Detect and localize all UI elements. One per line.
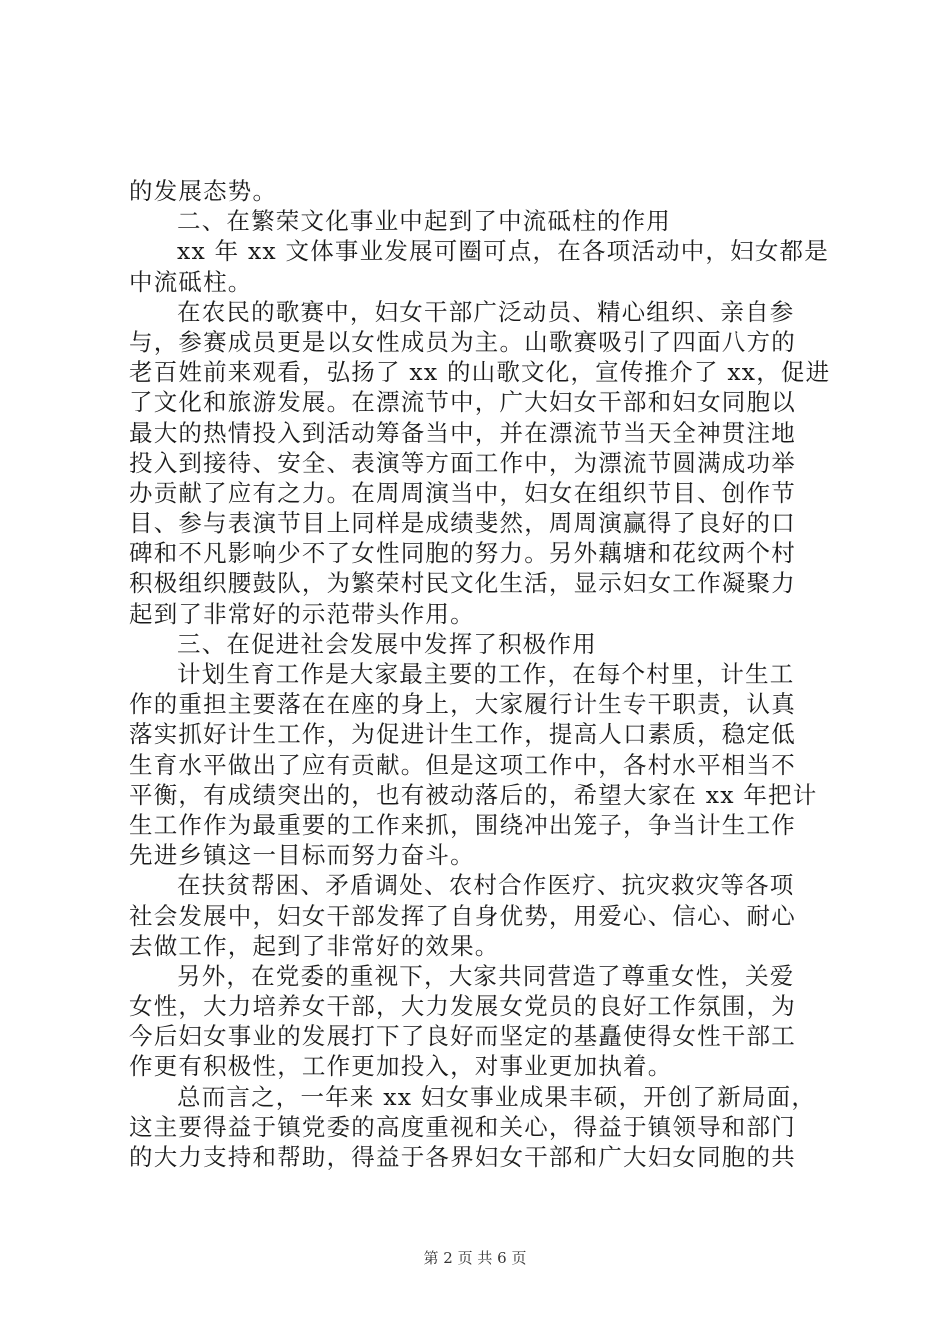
- text-line: 社会发展中，妇女干部发挥了自身优势，用爱心、信心、耐心: [129, 901, 796, 930]
- text-line: 的发展态势。: [129, 177, 278, 205]
- text-line: 落实抓好计生工作，为促进计生工作，提高人口素质，稳定低: [129, 720, 796, 749]
- text-line: 在农民的歌赛中，妇女干部广泛动员、精心组织、亲自参: [177, 297, 795, 326]
- text-line: 作的重担主要落在在座的身上，大家履行计生专干职责，认真: [129, 690, 796, 719]
- text-line: 生工作作为最重要的工作来抓，围绕冲出笼子，争当计生工作: [129, 810, 796, 839]
- text-line: 办贡献了应有之力。在周周演当中，妇女在组织节目、创作节: [129, 478, 796, 507]
- text-line: 计划生育工作是大家最主要的工作，在每个村里，计生工: [177, 660, 795, 688]
- text-line: 去做工作，起到了非常好的效果。: [129, 931, 500, 960]
- text-line: 今后妇女事业的发展打下了良好而坚定的基矗使得女性干部工: [129, 1022, 796, 1051]
- text-line: 在扶贫帮困、矛盾调处、农村合作医疗、抗灾救灾等各项: [177, 871, 795, 900]
- text-line: 起到了非常好的示范带头作用。: [129, 599, 475, 628]
- text-line: 老百姓前来观看，弘扬了 xx 的山歌文化，宣传推介了 xx，促进: [129, 358, 831, 387]
- text-line: 先进乡镇这一目标而努力奋斗。: [129, 841, 475, 870]
- text-line: 二、在繁荣文化事业中起到了中流砥柱的作用: [177, 207, 671, 236]
- text-line: 总而言之，一年来 xx 妇女事业成果丰硕，开创了新局面，: [177, 1082, 817, 1111]
- text-line: 目、参与表演节目上同样是成绩斐然，周周演赢得了良好的口: [129, 509, 796, 538]
- page-footer: 第 2 页 共 6 页: [423, 1249, 527, 1267]
- text-line: 另外，在党委的重视下，大家共同营造了尊重女性，关爱: [177, 961, 795, 990]
- text-line: 这主要得益于镇党委的高度重视和关心，得益于镇领导和部门: [129, 1112, 796, 1141]
- text-line: 三、在促进社会发展中发挥了积极作用: [177, 629, 597, 658]
- text-line: 积极组织腰鼓队，为繁荣村民文化生活，显示妇女工作凝聚力: [129, 569, 796, 598]
- text-line: 投入到接待、安全、表演等方面工作中，为漂流节圆满成功举: [129, 448, 796, 477]
- text-line: xx 年 xx 文体事业发展可圈可点，在各项活动中，妇女都是: [177, 237, 829, 266]
- text-line: 与，参赛成员更是以女性成员为主。山歌赛吸引了四面八方的: [129, 327, 796, 356]
- text-line: 女性，大力培养女干部，大力发展女党员的良好工作氛围，为: [129, 992, 796, 1021]
- text-line: 平衡，有成绩突出的，也有被动落后的，希望大家在 xx 年把计: [129, 780, 818, 809]
- document-body: [129, 176, 833, 1172]
- text-line: 中流砥柱。: [129, 267, 253, 296]
- text-line: 最大的热情投入到活动筹备当中，并在漂流节当天全神贯注地: [129, 418, 796, 447]
- text-line: 作更有积极性，工作更加投入，对事业更加执着。: [129, 1052, 673, 1081]
- text-line: 碑和不凡影响少不了女性同胞的努力。另外藕塘和花纹两个村: [129, 539, 796, 568]
- text-line: 生育水平做出了应有贡献。但是这项工作中，各村水平相当不: [129, 750, 796, 779]
- text-line: 了文化和旅游发展。在漂流节中，广大妇女干部和妇女同胞以: [129, 388, 796, 417]
- text-line: 的大力支持和帮助，得益于各界妇女干部和广大妇女同胞的共: [129, 1143, 796, 1171]
